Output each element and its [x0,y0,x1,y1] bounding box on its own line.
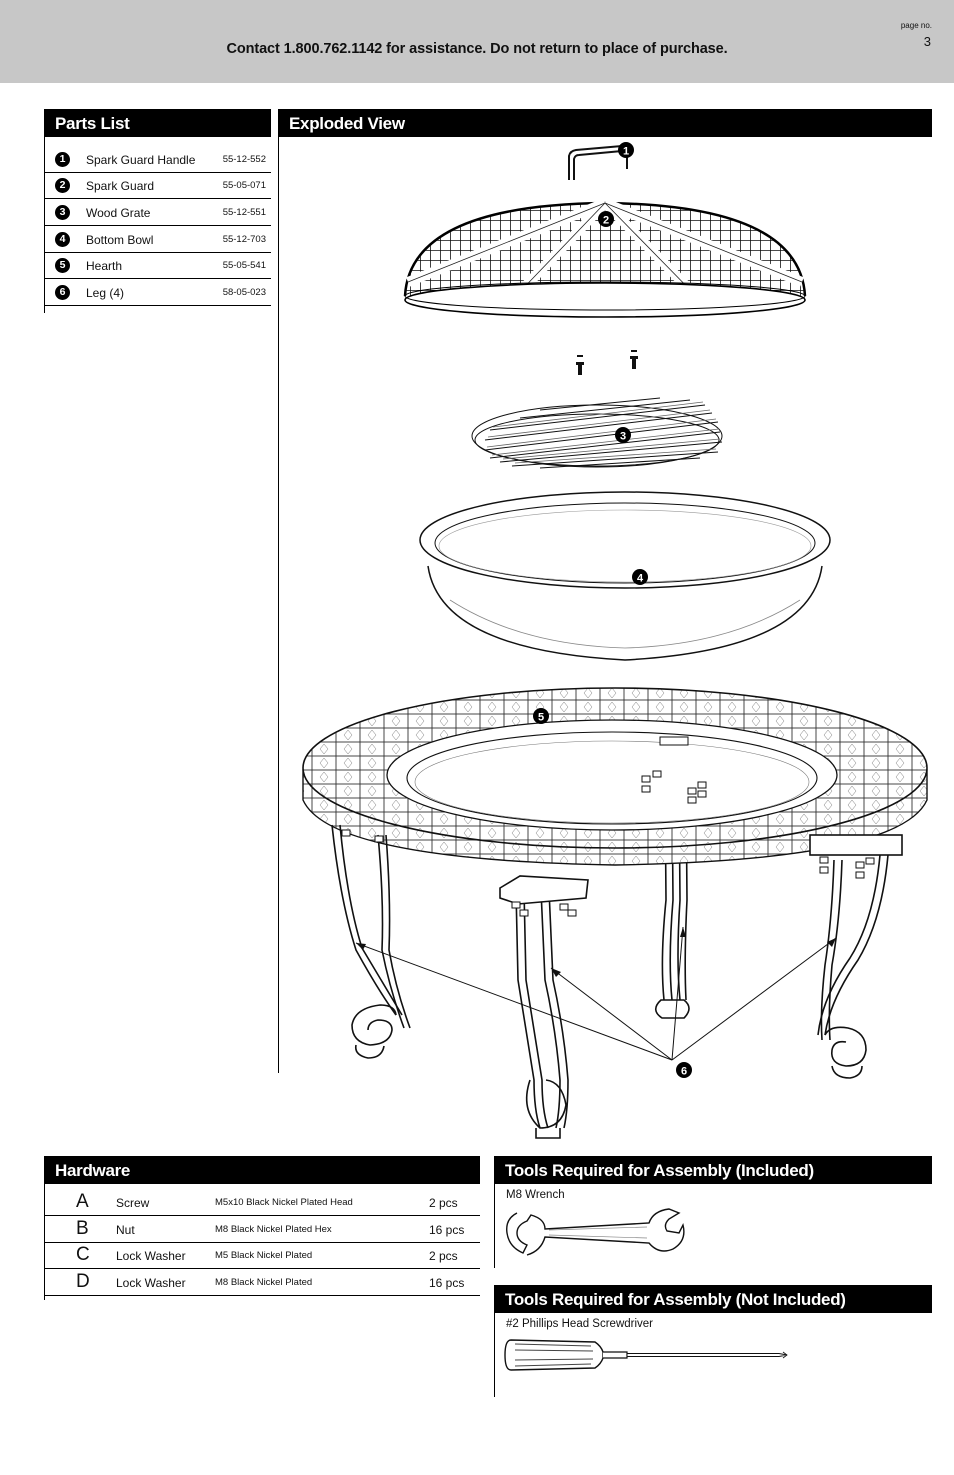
svg-text:3: 3 [619,430,627,443]
tools-included-title: Tools Required for Assembly (Included) [494,1156,932,1184]
hardware-letter: D [76,1271,90,1292]
parts-row [44,200,271,226]
callout-badge-3 [615,427,631,443]
hardware-name: Lock Washer [116,1249,186,1263]
tools-not-included-title: Tools Required for Assembly (Not Included) [494,1285,932,1313]
top-banner [0,0,954,83]
part-number-badge: 4 [55,232,70,247]
wood-grate [472,398,722,468]
part-number-badge: 3 [55,205,70,220]
hardware-letter: A [76,1191,89,1212]
hardware-name: Nut [116,1223,135,1237]
hardware-row [44,1242,480,1269]
hardware-quantity: 2 pcs [429,1196,458,1210]
svg-text:4: 4 [636,572,644,585]
callout-badge-2 [598,211,614,227]
part-name: Spark Guard [86,179,155,193]
hardware-quantity: 16 pcs [429,1276,465,1290]
parts-row [44,253,271,279]
bottom-bowl [420,492,830,660]
tool-name-wrench: M8 Wrench [506,1189,565,1201]
screwdriver-icon [503,1334,793,1376]
tools-not-included-border [494,1313,495,1397]
hardware-description: M5x10 Black Nickel Plated Head [215,1197,353,1208]
hardware-letter: B [76,1218,89,1239]
part-code: 55-12-552 [222,154,266,165]
parts-row [44,227,271,253]
part-code: 55-12-703 [222,234,266,245]
tool-name-screwdriver: #2 Phillips Head Screwdriver [506,1318,654,1330]
callout-badge-4 [632,569,648,585]
page-number-label: page no. [900,21,932,30]
page-number: 3 [923,34,931,49]
exploded-view-diagram [279,137,932,1142]
exploded-view-title: Exploded View [278,109,932,137]
hardware-quantity: 16 pcs [429,1223,465,1237]
hardware-letter: C [76,1244,90,1265]
hardware-row [44,1269,480,1296]
parts-list-title: Parts List [44,109,271,137]
callout-badge-5 [533,708,549,724]
part-number-badge: 6 [55,285,70,300]
svg-text:6: 6 [680,1065,688,1078]
wrench-icon [503,1205,687,1260]
part-code: 55-12-551 [222,207,266,218]
svg-text:5: 5 [537,711,545,724]
hearth-leg [332,825,902,1138]
part-name: Bottom Bowl [86,233,154,247]
screw-hardware [576,350,638,375]
hardware-name: Screw [116,1196,150,1210]
part-number-badge: 1 [55,152,70,167]
parts-row [44,173,271,199]
tools-included-border [494,1184,495,1268]
part-number-badge: 2 [55,178,70,193]
part-name: Hearth [86,259,123,273]
svg-text:1: 1 [622,145,630,158]
hardware-description: M8 Black Nickel Plated Hex [215,1224,332,1235]
svg-text:2: 2 [602,214,610,227]
callout-badge-6 [676,1062,692,1078]
leg-leader-lines [356,927,836,1060]
hardware-description: M5 Black Nickel Plated [215,1250,313,1261]
hardware-description: M8 Black Nickel Plated [215,1277,313,1288]
parts-row [44,147,271,173]
hardware-name: Lock Washer [116,1276,186,1290]
part-name: Spark Guard Handle [86,153,196,167]
parts-row [44,280,271,306]
part-code: 55-05-071 [222,180,266,191]
callout-badge-1 [618,142,634,158]
part-code: 55-05-541 [222,260,266,271]
part-number-badge: 5 [55,258,70,273]
part-name: Wood Grate [86,206,151,220]
contact-notice: Contact 1.800.762.1142 for assistance. Do not return to place of purchase. [226,41,728,57]
part-name: Leg (4) [86,286,125,300]
hardware-row [44,1216,480,1243]
hardware-quantity: 2 pcs [429,1249,458,1263]
hardware-title: Hardware [44,1156,480,1184]
hardware-row [44,1189,480,1216]
part-code: 58-05-023 [222,287,266,298]
